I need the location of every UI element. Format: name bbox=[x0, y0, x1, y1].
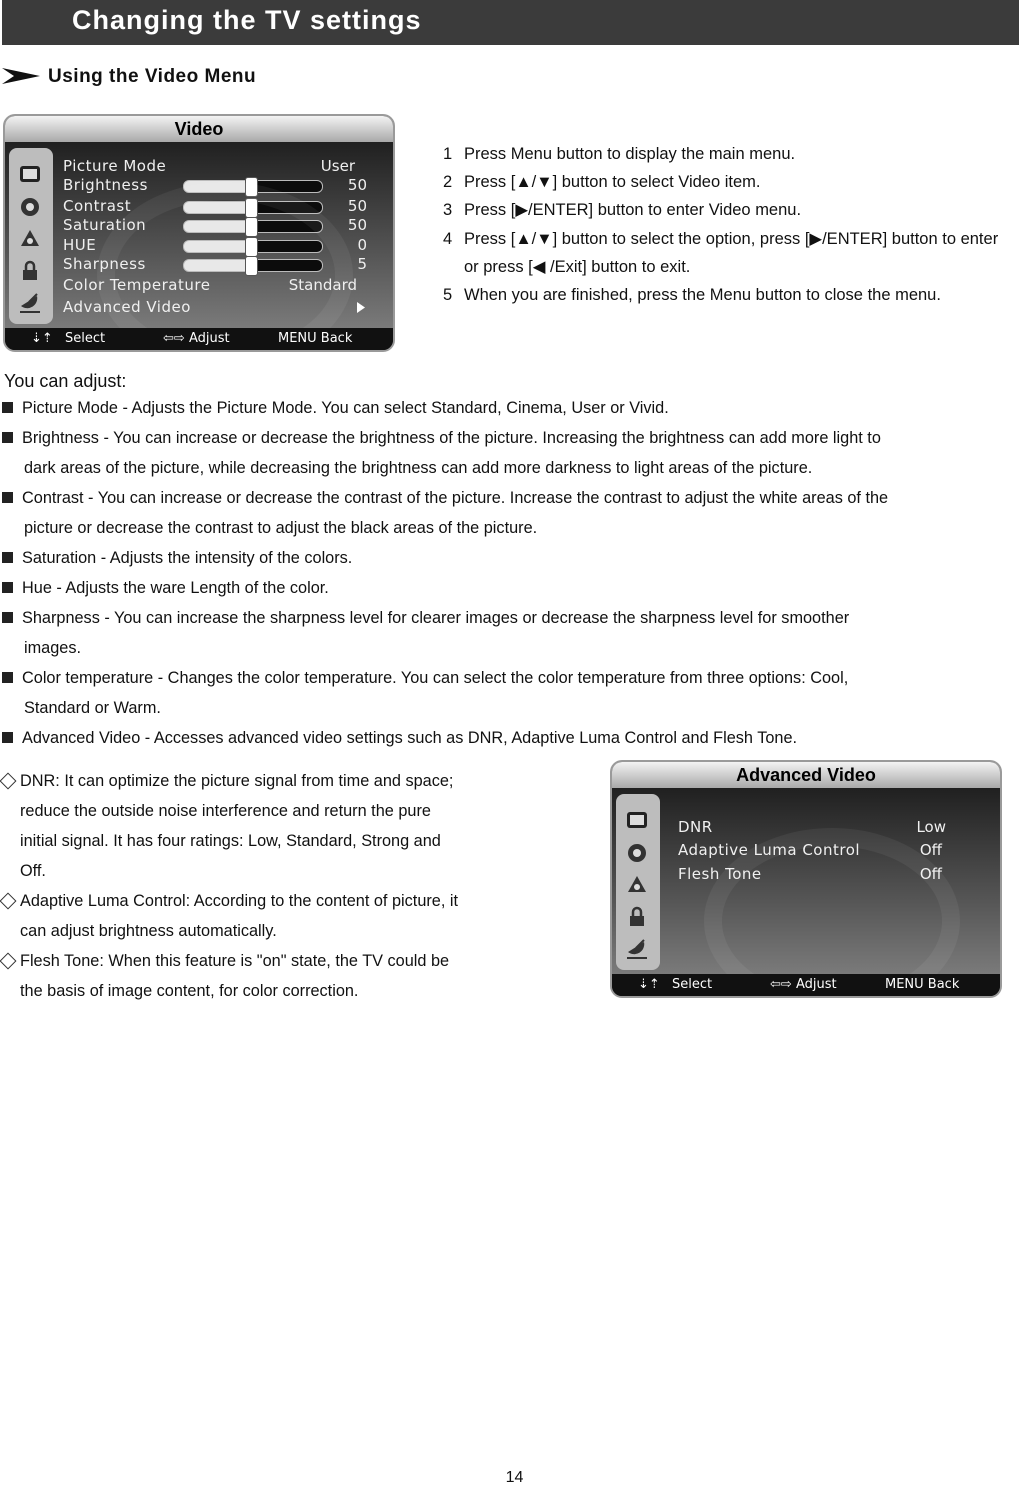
menu-item-flesh-tone[interactable]: Flesh Tone bbox=[678, 865, 762, 883]
diamond-bullet-icon bbox=[0, 953, 16, 970]
video-menu-title: Video bbox=[5, 116, 393, 142]
desc-item-adaptive-luma bbox=[0, 886, 540, 946]
bullet-square-icon bbox=[2, 672, 13, 683]
step-item bbox=[443, 140, 998, 168]
footer-back-label: MENU Back bbox=[278, 331, 353, 346]
step-text: Press [▶/ENTER] button to enter Video menu. bbox=[464, 201, 802, 220]
brightness-value: 50 bbox=[347, 176, 367, 194]
step-continuation: or press [◀ /Exit] button to exit. bbox=[464, 257, 691, 276]
desc-line: initial signal. It has four ratings: Low, Standard, Strong and bbox=[20, 832, 441, 850]
lock-icon[interactable] bbox=[624, 904, 650, 930]
right-arrow-icon[interactable] bbox=[357, 302, 365, 313]
menu-item-brightness[interactable]: Brightness bbox=[63, 176, 148, 194]
menu-item-contrast[interactable]: Contrast bbox=[63, 197, 132, 215]
desc-line: Flesh Tone: When this feature is "on" state, the TV could be bbox=[20, 952, 450, 970]
menu-item-hue[interactable]: HUE bbox=[63, 236, 97, 254]
adaptive-luma-value: Off bbox=[919, 841, 942, 859]
menu-item-adaptive-luma-control[interactable]: Adaptive Luma Control bbox=[678, 841, 861, 859]
step-item bbox=[443, 196, 998, 224]
step-number: 5 bbox=[443, 286, 453, 305]
arrow-icon bbox=[2, 66, 42, 86]
left-right-arrows-icon: ⇦⇨ bbox=[163, 331, 185, 346]
step-number: 4 bbox=[443, 229, 453, 248]
dnr-value: Low bbox=[916, 818, 946, 836]
sharpness-slider[interactable] bbox=[183, 259, 323, 272]
list-item bbox=[0, 723, 1025, 753]
menu-item-advanced-video[interactable]: Advanced Video bbox=[63, 298, 191, 316]
satellite-icon[interactable] bbox=[624, 936, 650, 962]
footer-back-label: MENU Back bbox=[885, 977, 960, 992]
menu-item-color-temperature[interactable]: Color Temperature bbox=[63, 276, 211, 294]
page-header bbox=[2, 0, 1019, 45]
adjust-list bbox=[0, 393, 1025, 753]
step-text: Press [▲/▼] button to select the option, press [▶/ENTER] button to enter bbox=[464, 229, 999, 248]
tv-icon[interactable] bbox=[624, 808, 650, 834]
settings-icon[interactable] bbox=[17, 226, 43, 252]
step-number: 2 bbox=[443, 173, 453, 192]
step-number: 1 bbox=[443, 145, 453, 163]
item-text: Sharpness - You can increase the sharpness level for clearer images or decrease the sharpness level for smoother bbox=[22, 609, 850, 627]
step-number: 3 bbox=[443, 201, 453, 220]
item-text: Contrast - You can increase or decrease the contrast of the picture. Increase the contrast to adjust the white areas of the bbox=[22, 489, 889, 507]
item-text: Brightness - You can increase or decrease the brightness of the picture. Increasing the brightness can add more light to bbox=[22, 429, 881, 447]
menu-item-picture-mode[interactable]: Picture Mode bbox=[63, 157, 167, 175]
step-item bbox=[443, 168, 998, 196]
saturation-slider[interactable] bbox=[183, 220, 323, 233]
menu-footer bbox=[5, 328, 393, 350]
step-text: Press Menu button to display the main menu. bbox=[464, 145, 796, 163]
list-item bbox=[0, 393, 1025, 423]
instruction-steps bbox=[443, 140, 998, 309]
desc-line: can adjust brightness automatically. bbox=[20, 922, 277, 940]
contrast-value: 50 bbox=[347, 197, 367, 215]
slider-knob[interactable] bbox=[245, 177, 258, 197]
step-item bbox=[443, 281, 998, 309]
desc-line: DNR: It can optimize the picture signal from time and space; bbox=[20, 772, 454, 790]
footer-select-label: Select bbox=[672, 977, 713, 992]
slider-knob[interactable] bbox=[245, 217, 258, 237]
menu-icon-column bbox=[616, 794, 660, 970]
tv-icon[interactable] bbox=[17, 162, 43, 188]
adjust-heading: You can adjust: bbox=[4, 371, 127, 391]
satellite-icon[interactable] bbox=[17, 290, 43, 316]
desc-item-flesh-tone bbox=[0, 946, 540, 1006]
diamond-bullet-icon bbox=[0, 893, 16, 910]
advanced-menu-body bbox=[612, 788, 1000, 974]
desc-line: the basis of image content, for color correction. bbox=[20, 982, 359, 1000]
page-number: 14 bbox=[505, 1469, 524, 1486]
list-item bbox=[0, 573, 1025, 603]
bullet-square-icon bbox=[2, 432, 13, 443]
list-item bbox=[0, 663, 1025, 723]
item-text-cont: images. bbox=[24, 639, 82, 657]
menu-footer bbox=[612, 974, 1000, 996]
item-text-cont: Standard or Warm. bbox=[24, 699, 161, 717]
slider-knob[interactable] bbox=[245, 256, 258, 276]
color-temperature-value: Standard bbox=[288, 276, 357, 294]
video-menu bbox=[3, 114, 395, 352]
desc-line: Adaptive Luma Control: According to the content of picture, it bbox=[20, 892, 459, 910]
up-down-arrows-icon: ⇣⇡ bbox=[31, 331, 53, 346]
bullet-square-icon bbox=[2, 612, 13, 623]
item-text: Hue - Adjusts the ware Length of the color. bbox=[22, 579, 329, 597]
footer-adjust-label: Adjust bbox=[189, 331, 230, 346]
hue-value: 0 bbox=[357, 236, 367, 254]
page-title: Changing the TV settings bbox=[72, 5, 422, 35]
audio-icon[interactable] bbox=[17, 194, 43, 220]
menu-item-sharpness[interactable]: Sharpness bbox=[63, 255, 146, 273]
bullet-square-icon bbox=[2, 402, 13, 413]
settings-icon[interactable] bbox=[624, 872, 650, 898]
menu-item-saturation[interactable]: Saturation bbox=[63, 216, 147, 234]
menu-icon-column bbox=[9, 148, 53, 324]
diamond-bullet-icon bbox=[0, 773, 16, 790]
lock-icon[interactable] bbox=[17, 258, 43, 284]
item-text-cont: picture or decrease the contrast to adjust the black areas of the picture. bbox=[24, 519, 538, 537]
item-text: Advanced Video - Accesses advanced video settings such as DNR, Adaptive Luma Control and Flesh Tone. bbox=[22, 729, 798, 747]
list-item bbox=[0, 423, 1025, 483]
desc-line: reduce the outside noise interference and return the pure bbox=[20, 802, 431, 820]
bullet-square-icon bbox=[2, 552, 13, 563]
item-text: Color temperature - Changes the color temperature. You can select the color temperature from three options: Cool, bbox=[22, 669, 849, 687]
slider-knob[interactable] bbox=[245, 198, 258, 218]
audio-icon[interactable] bbox=[624, 840, 650, 866]
item-text: Picture Mode - Adjusts the Picture Mode. You can select Standard, Cinema, User or Vivid. bbox=[22, 399, 669, 417]
list-item bbox=[0, 543, 1025, 573]
picture-mode-value: User bbox=[320, 157, 355, 175]
bullet-square-icon bbox=[2, 492, 13, 503]
contrast-slider[interactable] bbox=[183, 201, 323, 214]
list-item bbox=[0, 483, 1025, 543]
menu-item-dnr[interactable]: DNR bbox=[678, 818, 713, 836]
brightness-slider[interactable] bbox=[183, 180, 323, 193]
step-item bbox=[443, 225, 998, 253]
step-text: Press [▲/▼] button to select Video item. bbox=[464, 173, 761, 192]
advanced-description bbox=[0, 766, 540, 1006]
desc-line: Off. bbox=[20, 862, 46, 880]
sharpness-value: 5 bbox=[357, 255, 367, 273]
left-right-arrows-icon: ⇦⇨ bbox=[770, 977, 792, 992]
list-item bbox=[0, 603, 1025, 663]
slider-knob[interactable] bbox=[245, 237, 258, 257]
item-text: Saturation - Adjusts the intensity of the colors. bbox=[22, 549, 353, 567]
saturation-value: 50 bbox=[347, 216, 367, 234]
step-text: When you are finished, press the Menu button to close the menu. bbox=[464, 286, 941, 305]
up-down-arrows-icon: ⇣⇡ bbox=[638, 977, 660, 992]
hue-slider[interactable] bbox=[183, 240, 323, 253]
footer-adjust-label: Adjust bbox=[796, 977, 837, 992]
advanced-video-menu bbox=[610, 760, 1002, 998]
item-text-cont: dark areas of the picture, while decreasing the brightness can add more darkness to light areas of the picture. bbox=[24, 459, 813, 477]
footer-select-label: Select bbox=[65, 331, 106, 346]
flesh-tone-value: Off bbox=[919, 865, 942, 883]
bullet-square-icon bbox=[2, 582, 13, 593]
bullet-square-icon bbox=[2, 732, 13, 743]
section-title: Using the Video Menu bbox=[48, 66, 257, 87]
desc-item-dnr bbox=[0, 766, 540, 886]
advanced-menu-title: Advanced Video bbox=[612, 762, 1000, 788]
video-menu-body bbox=[5, 142, 393, 328]
